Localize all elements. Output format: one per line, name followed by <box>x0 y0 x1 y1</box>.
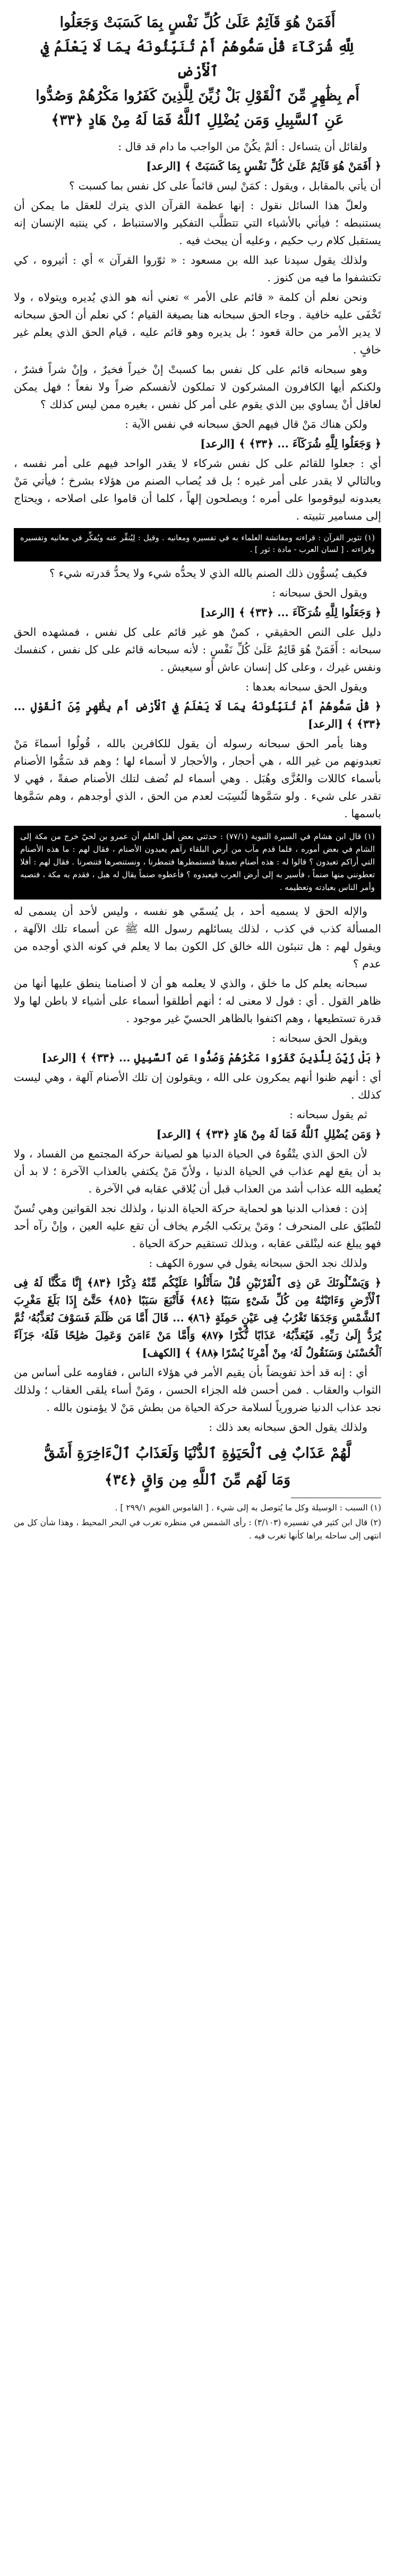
paragraph: ويقول الحق سبحانه : <box>272 586 367 599</box>
footnote-text: (١) قال ابن هشام في السيرة النبوية (٧٧/١) : حدثني بعض أهل العلم أن عمرو بن لحيّ خرج من مكة إلى الشام في بعض أموره ، فلما قدم مآب من أرض البلقاء رآهم يعبدون الأصنام ، فقال لهم : ما هذه الأصنام التي أراكم تعبدون ؟ قالوا له : هذه أصنام نعبدها فنستمطرها فتمطرنا ، ونستنصرها فتنصرنا . فقال لهم : أفلا تعطونني منها صنماً ، فأسير به إلى أرض العرب فيعبدوه ؟ فأعطوه صنماً يقال له هبل ، فقدم به مكة ، فنصبه وأمر الناس بعبادته وتعظيمه . <box>20 832 375 892</box>
body-section-2 <box>14 565 381 823</box>
paragraph: ولعلّ هذا السائل نقول : إنها عظمة القرآن الذي يترك للعقل ما يمكن أن يستنبطه ؛ فيأتي بالأشياء التي تتطلَّب التفكير والاستنباط ، كي ينتبه الإنسان إنه يستقبل كلام رب حكيم ، وعليه أن يبحث فيه . <box>14 199 381 247</box>
inline-verse: ﴿ وَمَن يُضْلِلِ ٱللَّهُ فَمَا لَهُ مِنْ هَادٍ ﴿٣٣﴾ ﴾ [الرعد] <box>156 1128 381 1140</box>
body-section-3 <box>14 903 381 1436</box>
verse-footer <box>16 1440 379 1493</box>
verse-header-line-3: أَم بِظَٰهِرٍ مِّنَ ٱلْقَوْلِ بَلْ زُيِّنَ لِلَّذِينَ كَفَرُوا مَكْرُهُمْ وَصُدُّوا <box>36 88 359 104</box>
paragraph: ولذلك نجد الحق سبحانه يقول في سورة الكهف : <box>149 1257 367 1269</box>
paragraph: ويقول الحق سبحانه : <box>272 1032 367 1044</box>
paragraph: ثم يقول سبحانه : <box>289 1108 367 1121</box>
paragraph: دليل على النص الحقيقي ، كمنْ هو غير قائم على كل نفس ، فمشهده الحق سبحانه : أَفَمَنْ هُوَ قَائِمٌ عَلَىٰ كُلِّ نَفْسٍ : لأنه سبحانه قائم على كل نفس ، كنفسك ونفس غيرك ، وعلى كل إنسان عاش أو سيعيش . <box>14 626 381 673</box>
inline-verse: ﴿ أَفَمَنْ هُوَ قَآئِمٌ عَلَىٰ كُلِّ نَفْسٍ بِمَا كَسَبَتْ ﴾ [الرعد] <box>146 160 381 172</box>
paragraph: ولذلك يقول سيدنا عبد الله بن مسعود : « ثوّروا القرآن » أي : أثيروه ، كي تكتشفوا ما فيه من كنوز . <box>14 254 381 284</box>
footnote-text: (١) تثوير القرآن : قراءته ومفاتشة العلماء به في تفسيره ومعانيه . وقيل : لِيُنقِّر عنه ويُفكِّر في معانيه وتفسيره وقراءته . [ لسان العرب - مادة : ثور ] . <box>20 534 375 554</box>
inline-verse: ﴿ بَلْ زُيِّنَ لِلَّذِينَ كَفَرُوا مَكْرُهُمْ وَصُدُّوا عَنِ ٱلسَّبِيلِ ... ﴿٣٣﴾ ﴾ [الرعد] <box>41 1051 381 1064</box>
paragraph: لأن الحق الذي يتْقُوهُ في الحياة الدنيا هو لصيانة حركة المجتمع من الفساد ، ولا بد أن يقع لهم عذاب في الحياة الدنيا ، ولأنّ مَنْ يكتفي بالعذاب الآخرة ؛ لا بد أن يُعطيه الله عذاب أشد من العذاب قبل أن يُلاقي عقابه في الآخرة . <box>14 1147 381 1195</box>
footnotes-end <box>14 1501 381 1543</box>
paragraph: ولكن هناك مَنْ قال فيهم الحق سبحانه في نفس الآية : <box>125 418 367 430</box>
inline-verse: ﴿ وَيَسْـَٔلُونَكَ عَن ذِى ٱلْقَرْنَيْنِ قُلْ سَأَتْلُوا عَلَيْكُم مِّنْهُ ذِكْرًا ﴿٨٣﴾ إِنَّا مَكَّنَّا لَهُ فِى ٱلْأَرْضِ وَءَاتَيْنَٰهُ مِن كُلِّ شَىْءٍ سَبَبًا ﴿٨٤﴾ فَأَتْبَعَ سَبَبًا ﴿٨٥﴾ حَتَّىٰٓ إِذَا بَلَغَ مَغْرِبَ ٱلشَّمْسِ وَجَدَهَا تَغْرُبُ فِى عَيْنٍ حَمِئَةٍ ﴿٨٦﴾ ... قَالَ أَمَّا مَن ظَلَمَ فَسَوْفَ نُعَذِّبُهُۥ ثُمَّ يُرَدُّ إِلَىٰ رَبِّهِۦ فَيُعَذِّبُهُۥ عَذَابًا نُّكْرًا ﴿٨٧﴾ وَأَمَّا مَنْ ءَامَنَ وَعَمِلَ صَٰلِحًا فَلَهُۥ جَزَآءً ٱلْحُسْنَىٰ وَسَنَقُولُ لَهُۥ مِنْ أَمْرِنَا يُسْرًا ﴿٨٨﴾ ﴾ [الكهف] <box>14 1276 381 1359</box>
paragraph: ويقول الحق سبحانه بعدها : <box>245 680 367 693</box>
inline-verse: ﴿ وَجَعَلُوا لِلَّهِ شُرَكَآءَ ... ﴿٣٣﴾ ﴾ [الرعد] <box>200 606 381 619</box>
paragraph: ولقائل أن يتساءل : ألمْ يكُنْ من الواجب ما دام قد قال : <box>118 140 367 153</box>
paragraph: أي : أنهم ظنوا أنهم يمكرون على الله ، ويقولون إن تلك الأصنام آلهة ، وهي ليست كذلك . <box>14 1071 381 1101</box>
paragraph: أن يأتي بالمقابل ، ويقول : كمَنْ ليس قائماً على كل نفس بما كسبت ؟ <box>69 179 381 192</box>
footnote-text: (٢) قال ابن كثير في تفسيره (٣/١٠٣) : رأى الشمس في منظره تغرب في البحر المحيط ، وهذا شأن كل من انتهى إلى ساحله يراها كأنها تغرب فيه . <box>14 1518 381 1541</box>
verse-header-line-2: لِلَّهِ شُرَكَآءَ قُلْ سَمُّوهُمْ أَمْ تُنَبِّئُونَهُ بِمَا لَا يَعْلَمُ فِي ٱلْأَرْضِ <box>40 39 355 80</box>
paragraph: ونحن نعلم أن كلمة « قائم على الأمر » تعني أنه هو الذي يُديره ويتولاه ، ولا تَخْفَى عليه خافية . وجاء الحق سبحانه هنا بصيغة القيام ؛ كي نعلم أن الحق سبحانه لا يدير الأمر من حالة قعود ؛ بل يديره وهو قائم عليه ، قيام الحق الذي يعلم غير خافٍ . <box>14 291 381 356</box>
verse-header-line-4: عَنِ ٱلسَّبِيلِ وَمَن يُضْلِلِ ٱللَّهُ فَمَا لَهُ مِنْ هَادٍ ﴿٣٣﴾ <box>51 112 344 128</box>
paragraph: أي : إنه قد أخذ تفويضاً بأن يقيم الأمر في هؤلاء الناس ، فقاومه على أساس من الثواب والعقاب . فمن أحسن فله الجزاء الحسن ، ومَنْ أساء يلقى العقاب ؛ ولذلك نجد عذاب الدنيا ضرورياً لسلامة حركة الحياة من بطش مَنْ لا يؤمنون بالله . <box>14 1366 381 1414</box>
paragraph: وهو سبحانه قائم على كل نفس بما كسبتْ إنْ خيراً فخيرٌ ، وإنْ شراً فشرٌ ، ولكنكم أيها الكافرون المشركون لا تملكون لأنفسكم ضراً ولا نفعاً ؛ فهل يمكن لعاقل أنْ يساوي بين الذي يقوم على أمر كل نفس ، بغيره ممن ليس كذلك ؟ <box>14 363 381 411</box>
inline-verse: ﴿ وَجَعَلُوا لِلَّهِ شُرَكَآءَ ... ﴿٣٣﴾ ﴾ [الرعد] <box>200 437 381 450</box>
paragraph: ولذلك يقول الحق سبحانه بعد ذلك : <box>209 1421 367 1433</box>
footnote-text: (١) السبب : الوسيلة وكل ما يُتوصل به إلى شيء . [ القاموس القويم ٢٩٩/١ ] . <box>115 1503 381 1512</box>
paragraph: سبحانه يعلم كل ما خلق ، والذي لا يعلمه هو أن لا أصنامنا ينطق عليها أنها من ظاهر القول . أي : قول لا معنى له ؛ أنهم أطلقوا أسماء على أشياء لا باطن لها ولا قدرة تستطيعها ، وهم اكتفوا بالظاهر الحسيّ غير موجود . <box>14 977 381 1025</box>
paragraph: إذن : فعذاب الدنيا هو لحماية حركة الحياة الدنيا ، ولذلك نجد القوانين وهي تُسنّ لتُطبّق على المنحرف ؛ ومَنْ يرتكب الجُرم يخاف أن تقع عليه العين ، وإنْ رآه أحد فهو يبلغ عنه لينْلقى عقابه ، وبذلك تستقيم حركة الحياة . <box>14 1202 381 1250</box>
verse-footer-line-2: وَمَا لَهُم مِّنَ ٱللَّهِ مِن وَاقٍ ﴿٣٤﴾ <box>104 1472 291 1488</box>
verse-footer-line-1: لَّهُمْ عَذَابٌ فِى ٱلْحَيَوٰةِ ٱلدُّنْيَا وَلَعَذَابُ ٱلْءَاخِرَةِ أَشَقُّ <box>44 1445 351 1462</box>
footnote-bar-1 <box>14 528 381 561</box>
body-section-1 <box>14 138 381 525</box>
paragraph: والإله الحق لا يسميه أحد ، بل يُسمّي هو نفسه ، وليس لأحد أن يسمى له المسألة كذب في كذب ، لذلك يسائلهم رسول الله ﷺ عن أسماء تلك الآلهة ، ويقول لهم : هل تنبئون الله خالق كل الكون بما لا يعلم في كونه الذي أوجده من عدم ؟ <box>14 905 381 970</box>
verse-header <box>10 3 385 138</box>
footnote-block-2 <box>14 826 381 900</box>
inline-verse: ﴿ قُلْ سَمُّوهُمْ أَمْ تُنَبِّئُونَهُ بِمَا لَا يَعْلَمُ فِي ٱلْأَرْضِ أَم بِظَٰهِرٍ مِّنَ ٱلْقَوْلِ ... ﴿٣٣﴾ ﴾ [الرعد] <box>14 700 381 730</box>
paragraph: أي : جعلوا للقائم على كل نفس شركاء لا يقدر الواحد فيهم على أمر نفسه ، وبالتالي لا يقدر على أمر غيره ؛ بل قد يُصاب الصنم من هؤلاء بشرخ ؛ فيأتي مَنْ يعبدونه ليوقوموا على أمره ؛ ويصلحون إلهاً ، كلما أن قاموا على اصلاحه ، ويحتاج إلى مسامير تثبيته . <box>14 457 381 522</box>
paragraph: فكيف يُسوُّون ذلك الصنم بالله الذي لا يحدُّه شيء ولا يحدُّ قدرته شيء ؟ <box>49 567 367 580</box>
verse-header-line-1: أَفَمَنْ هُوَ قَآئِمٌ عَلَىٰ كُلِّ نَفْسٍ بِمَا كَسَبَتْ وَجَعَلُوا <box>59 14 336 31</box>
paragraph: وهنا يأمر الحق سبحانه رسوله أن يقول للكافرين بالله ، قُولُوا أسماءَ مَنْ تعبدونهم من غير الله ، هي أحجار ، والأحجار لا أسماء لها ؛ وهم قد سَمُّوا الأصنام بأسماء كاللات والعُزَّى وهُبَل . وهي أسماء لم تُضف لتلك الأصنام صفةً ، فهي لا تقدر على شيء . ولو سَمَّوها لَنُسِبَت لعدم من الحق ، الذي أوجدهم ، وهم سَمَّوها باسمها . <box>14 737 381 820</box>
